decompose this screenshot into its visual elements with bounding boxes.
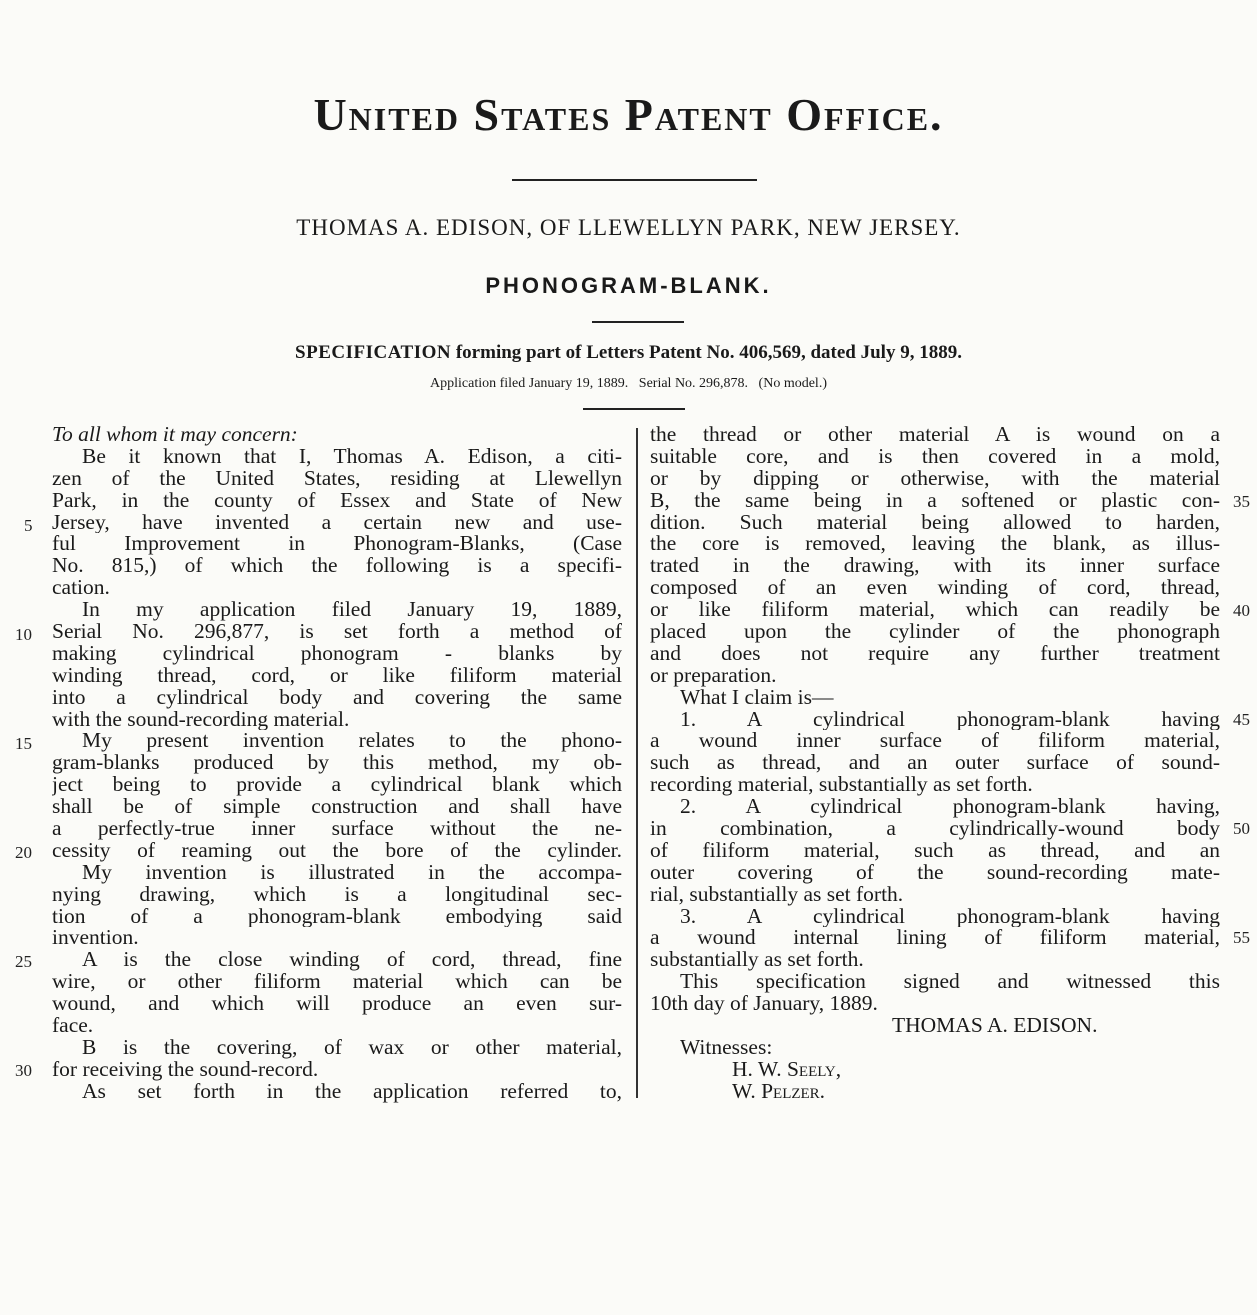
text-line: gram-blanks produced by this method, my ob- xyxy=(52,752,622,775)
text-line: into a cylindrical body and covering the same xyxy=(52,686,622,709)
text-line: ful Improvement in Phonogram-Blanks, (Case xyxy=(52,533,622,556)
claims-heading: What I claim is— xyxy=(680,686,834,709)
title-rule xyxy=(512,179,757,181)
text-line: wire, or other filiform material which can be xyxy=(52,971,622,994)
text-line: B is the covering, of wax or other material, xyxy=(82,1036,622,1059)
text-line: and does not require any further treatment xyxy=(650,642,1220,665)
text-line: In my application filed January 19, 1889, xyxy=(82,599,622,622)
text-line: B, the same being in a softened or plastic con- xyxy=(650,489,1220,512)
invention-title: PHONOGRAM-BLANK. xyxy=(485,273,772,298)
text-line: a wound internal lining of filiform material, xyxy=(650,927,1220,950)
text-line: wound, and which will produce an even sur- xyxy=(52,993,622,1016)
text-line: invention. xyxy=(52,927,139,950)
text-line: placed upon the cylinder of the phonograph xyxy=(650,621,1220,643)
invention-rule xyxy=(592,321,684,323)
patent-office-title: United States Patent Office. xyxy=(313,89,944,140)
line-number: 50 xyxy=(1233,819,1250,838)
line-number: 35 xyxy=(1233,492,1250,511)
specification-line xyxy=(0,342,1257,364)
text-line: 10th day of January, 1889. xyxy=(650,993,878,1016)
text-line: My invention is illustrated in the accompa- xyxy=(82,861,622,884)
text-line: or by dipping or otherwise, with the material xyxy=(650,467,1220,490)
text-line: As set forth in the application referred to, xyxy=(82,1080,622,1103)
witnesses-label: Witnesses: xyxy=(680,1036,773,1059)
text-line: the thread or other material A is wound on a xyxy=(650,424,1220,446)
text-line: No. 815,) of which the following is a specifi- xyxy=(52,555,622,578)
text-line: or preparation. xyxy=(650,664,777,687)
text-line: Serial No. 296,877, is set forth a method of xyxy=(52,621,622,643)
text-line: composed of an even winding of cord, thread, xyxy=(650,577,1220,600)
text-line: recording material, substantially as set forth. xyxy=(650,774,1033,797)
text-line: zen of the United States, residing at Llewellyn xyxy=(52,467,622,490)
text-line: Park, in the county of Essex and State of New xyxy=(52,489,622,512)
text-line: Be it known that I, Thomas A. Edison, a citi- xyxy=(82,445,622,468)
line-number: 40 xyxy=(1233,601,1250,620)
text-line: in combination, a cylindrically-wound body xyxy=(650,818,1220,840)
line-number: 20 xyxy=(15,843,32,862)
text-line: My present invention relates to the phono- xyxy=(82,730,622,753)
text-line: for receiving the sound-record. xyxy=(52,1058,319,1081)
text-line: cessity of reaming out the bore of the cylinder. xyxy=(52,839,622,862)
text-line: rial, substantially as set forth. xyxy=(650,883,904,906)
text-line: a perfectly-true inner surface without the ne- xyxy=(52,818,622,840)
text-line: suitable core, and is then covered in a mold, xyxy=(650,445,1220,468)
text-line: outer covering of the sound-recording mate- xyxy=(650,861,1220,884)
text-line: such as thread, and an outer surface of sound- xyxy=(650,752,1220,775)
text-line: or like filiform material, which can readily be xyxy=(650,599,1220,622)
witness-name: H. W. Seely, xyxy=(732,1058,842,1081)
line-number: 15 xyxy=(15,734,32,753)
text-line: tion of a phonogram-blank embodying said xyxy=(52,905,622,928)
text-line: winding thread, cord, or like filiform material xyxy=(52,664,622,687)
text-line: cation. xyxy=(52,577,110,600)
text-line: face. xyxy=(52,1015,94,1037)
text-line: making cylindrical phonogram - blanks by xyxy=(52,642,622,665)
text-line: substantially as set forth. xyxy=(650,949,864,972)
text-line: with the sound-recording material. xyxy=(52,708,350,731)
claim-3: 3. A cylindrical phonogram-blank having xyxy=(680,905,1220,928)
line-number: 45 xyxy=(1233,710,1250,729)
line-number: 30 xyxy=(15,1061,32,1080)
specification-word: SPECIFICATION xyxy=(295,342,452,363)
claim-2: 2. A cylindrical phonogram-blank having, xyxy=(680,796,1220,819)
claim-1: 1. A cylindrical phonogram-blank having xyxy=(680,708,1220,731)
line-number: 55 xyxy=(1233,928,1250,947)
text-line: This specification signed and witnessed this xyxy=(680,971,1220,994)
application-line: Application filed January 19, 1889. Serial No. 296,878. (No model.) xyxy=(430,376,827,391)
inventor-line: THOMAS A. EDISON, OF LLEWELLYN PARK, NEW JERSEY. xyxy=(296,215,961,240)
text-line: A is the close winding of cord, thread, fine xyxy=(82,949,622,972)
specification-rest: forming part of Letters Patent No. 406,569, dated July 9, 1889. xyxy=(455,342,962,363)
text-line: shall be of simple construction and shall have xyxy=(52,796,622,819)
text-line: dition. Such material being allowed to harden, xyxy=(650,511,1220,534)
line-number: 25 xyxy=(15,952,32,971)
signature-name: THOMAS A. EDISON. xyxy=(892,1015,1098,1037)
text-line: nying drawing, which is a longitudinal sec- xyxy=(52,883,622,906)
text-line: trated in the drawing, with its inner surface xyxy=(650,555,1220,578)
column-divider xyxy=(636,428,638,1098)
left-column xyxy=(52,424,622,1103)
text-line: a wound inner surface of filiform material, xyxy=(650,730,1220,753)
salutation: To all whom it may concern: xyxy=(52,424,298,446)
text-line: ject being to provide a cylindrical blank which xyxy=(52,774,622,797)
text-line: of filiform material, such as thread, and an xyxy=(650,839,1220,862)
text-line: the core is removed, leaving the blank, as illus- xyxy=(650,533,1220,556)
text-line: Jersey, have invented a certain new and use- xyxy=(52,511,622,534)
right-column xyxy=(650,424,1220,1103)
line-number: 5 xyxy=(24,516,33,535)
line-number: 10 xyxy=(15,625,32,644)
application-rule xyxy=(583,408,685,410)
witness-name: W. Pelzer. xyxy=(732,1080,826,1103)
